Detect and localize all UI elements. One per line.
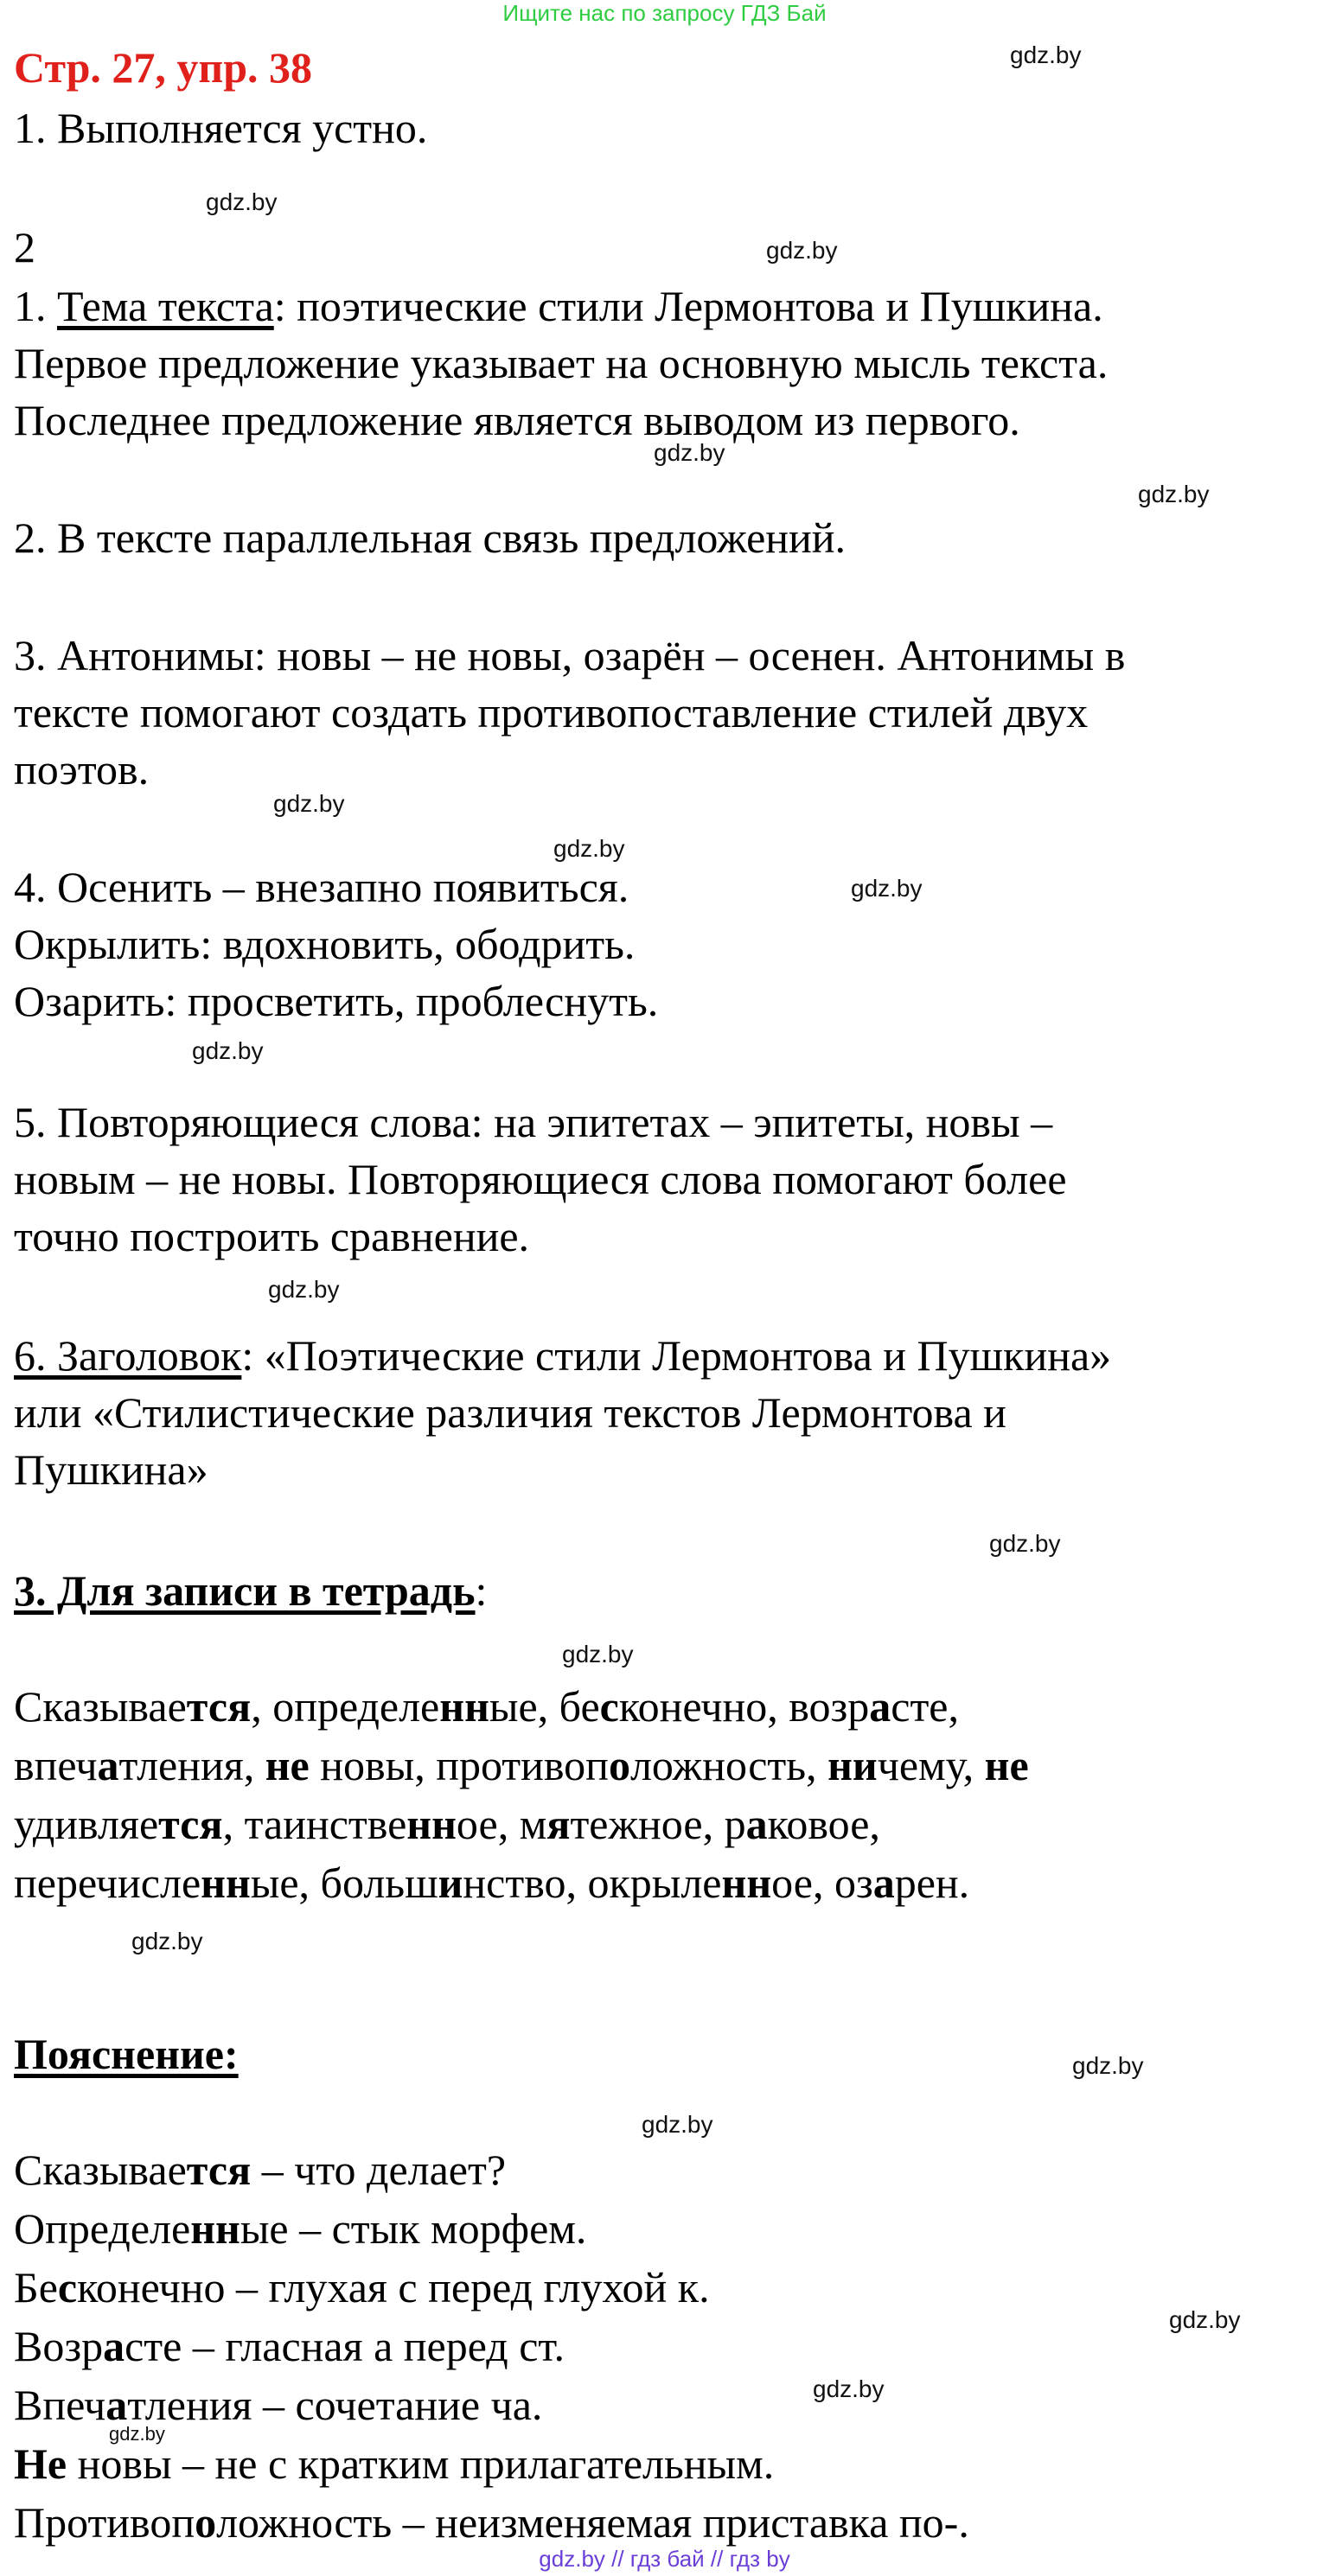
bold-fragment: а [869,1682,891,1731]
watermark: gdz.by [268,1276,340,1303]
bold-fragment: с [57,2263,78,2311]
bold-fragment: тся [186,2146,252,2194]
watermark: gdz.by [273,790,345,817]
text-fragment: тления, [118,1741,265,1789]
text-fragment: тежное, р [570,1800,746,1848]
bold-fragment: нн [721,1859,772,1907]
text-fragment: Бе [14,2263,58,2311]
bold-fragment: нн [406,1800,457,1848]
explanation-line [14,2496,1319,2548]
bold-fragment: тся [158,1800,223,1848]
point-5-line-1: 5. Повторяющиеся слова: на эпитетах – эпитеты, новы – [14,1098,1053,1146]
top-banner[interactable]: Ищите нас по запросу ГДЗ Бай [502,0,827,26]
watermark: gdz.by [654,439,725,466]
bold-fragment: о [195,2498,217,2547]
text-fragment: ые, больш [250,1859,438,1907]
bold-fragment: о [608,1741,630,1789]
bold-fragment: ни [827,1741,878,1789]
point-1-line-3: Последнее предложение является выводом из первого. [14,396,1020,444]
point-1-line-2: Первое предложение указывает на основную мысль текста. [14,339,1109,387]
point-6-line-2: или «Стилистические различия текстов Лермонтова и [14,1388,1006,1437]
notebook-line-2 [14,1739,1319,1791]
point-3-line-1: 3. Антонимы: новы – не новы, озарён – осенен. Антонимы в [14,631,1126,679]
text-fragment: Сказывае [14,2146,187,2194]
watermark: gdz.by [1010,41,1082,68]
bold-fragment: Не [14,2439,67,2488]
bold-fragment: а [105,2381,128,2429]
text-fragment: Возр [14,2322,104,2370]
exercise-2-number: 2 [14,223,35,271]
text-fragment: ое, оз [771,1859,873,1907]
text-fragment: ые – стык морфем. [240,2204,587,2253]
bold-fragment: а [872,1859,895,1907]
text-fragment: конечно – глухая с перед глухой к. [77,2263,710,2311]
text-fragment: Сказывае [14,1682,187,1731]
text-fragment: ые, бе [489,1682,600,1731]
point-4-line-1: 4. Осенить – внезапно появиться. [14,863,629,911]
notebook-line-1 [14,1680,1319,1732]
watermark: gdz.by [642,2111,713,2138]
text-fragment: чему, [877,1741,985,1789]
text-fragment: ложность – неизменяемая приставка по-. [216,2498,969,2547]
explanation-heading: Пояснение: [14,2030,239,2078]
heading-label: 6. Заголовок [14,1331,242,1380]
watermark: gdz.by [562,1641,634,1667]
bold-fragment: и [438,1859,463,1907]
text-fragment: – что делает? [251,2146,507,2194]
text-fragment: ковое, [767,1800,880,1848]
explanation-line [14,2261,1319,2313]
text-fragment: Впеч [14,2381,106,2429]
point-5-line-3: точно построить сравнение. [14,1212,530,1260]
text-fragment: новы – не с кратким прилагательным. [67,2439,775,2488]
bold-fragment: а [97,1741,119,1789]
explanation-line [14,2438,1319,2490]
text-fragment: сте – гласная а перед ст. [125,2322,565,2370]
text-fragment: сте, [891,1682,959,1731]
bold-fragment: нн [201,1859,251,1907]
watermark: gdz.by [206,188,278,215]
bold-fragment: нн [439,1682,489,1731]
text-fragment: ое, м [456,1800,547,1848]
bold-fragment: нн [190,2204,240,2253]
bold-fragment: тся [186,1682,252,1731]
watermark: gdz.by [192,1037,264,1064]
point-1-line-1: 1. Тема текста: поэтические стили Лермонтова и Пушкина. [14,282,1103,330]
text-fragment: тления – сочетание ча. [127,2381,543,2429]
bold-fragment: с [599,1682,619,1731]
footer-links[interactable]: gdz.by // гдз бай // гдз by [539,2546,790,2572]
bold-fragment: не [984,1741,1029,1789]
watermark: gdz.by [1169,2306,1241,2333]
explanation-line [14,2320,1319,2372]
point-5-line-2: новым – не новы. Повторяющиеся слова помогают более [14,1155,1067,1203]
text-fragment: впеч [14,1741,98,1789]
watermark: gdz.by [989,1530,1061,1557]
text-fragment: нство, окрыле [463,1859,722,1907]
text-fragment: перечисле [14,1859,201,1907]
point-6-line-1: 6. Заголовок: «Поэтические стили Лермонтова и Пушкина» [14,1331,1112,1380]
watermark: gdz.by [813,2375,885,2402]
point-2: 2. В тексте параллельная связь предложений. [14,513,847,562]
bold-fragment: не [265,1741,310,1789]
text-fragment: , таинстве [222,1800,407,1848]
text-fragment: конечно, возр [618,1682,870,1731]
section-3-heading: 3. Для записи в тетрадь: [14,1566,488,1615]
notebook-line-3 [14,1798,1319,1850]
watermark: gdz.by [131,1928,203,1954]
bold-fragment: я [546,1800,571,1848]
point-3-line-2: тексте помогают создать противопоставление стилей двух [14,688,1089,736]
explanation-line [14,2203,1319,2254]
topic-label: Тема текста [57,282,274,330]
text-fragment: новы, противоп [309,1741,609,1789]
text-fragment: удивляе [14,1800,159,1848]
explanation-line [14,2379,1319,2431]
page-title: Стр. 27, упр. 38 [14,43,313,92]
watermark: gdz.by [109,2423,165,2445]
bold-fragment: а [745,1800,768,1848]
watermark: gdz.by [766,237,838,264]
watermark: gdz.by [553,835,625,862]
text-fragment: , определе [251,1682,440,1731]
notebook-line-4 [14,1857,1319,1909]
point-4-line-3: Озарить: просветить, проблеснуть. [14,977,659,1025]
text-fragment: Определе [14,2204,191,2253]
point-6-line-3: Пушкина» [14,1445,208,1494]
text-fragment: рен. [894,1859,970,1907]
watermark: gdz.by [1138,481,1210,507]
point-4-line-2: Окрылить: вдохновить, ободрить. [14,920,636,968]
text-fragment: Противоп [14,2498,195,2547]
watermark: gdz.by [1072,2052,1144,2079]
explanation-line [14,2144,1319,2196]
bold-fragment: а [103,2322,125,2370]
text-fragment: ложность, [629,1741,828,1789]
exercise-1: 1. Выполняется устно. [14,104,428,152]
watermark: gdz.by [851,875,923,902]
point-3-line-3: поэтов. [14,745,150,794]
